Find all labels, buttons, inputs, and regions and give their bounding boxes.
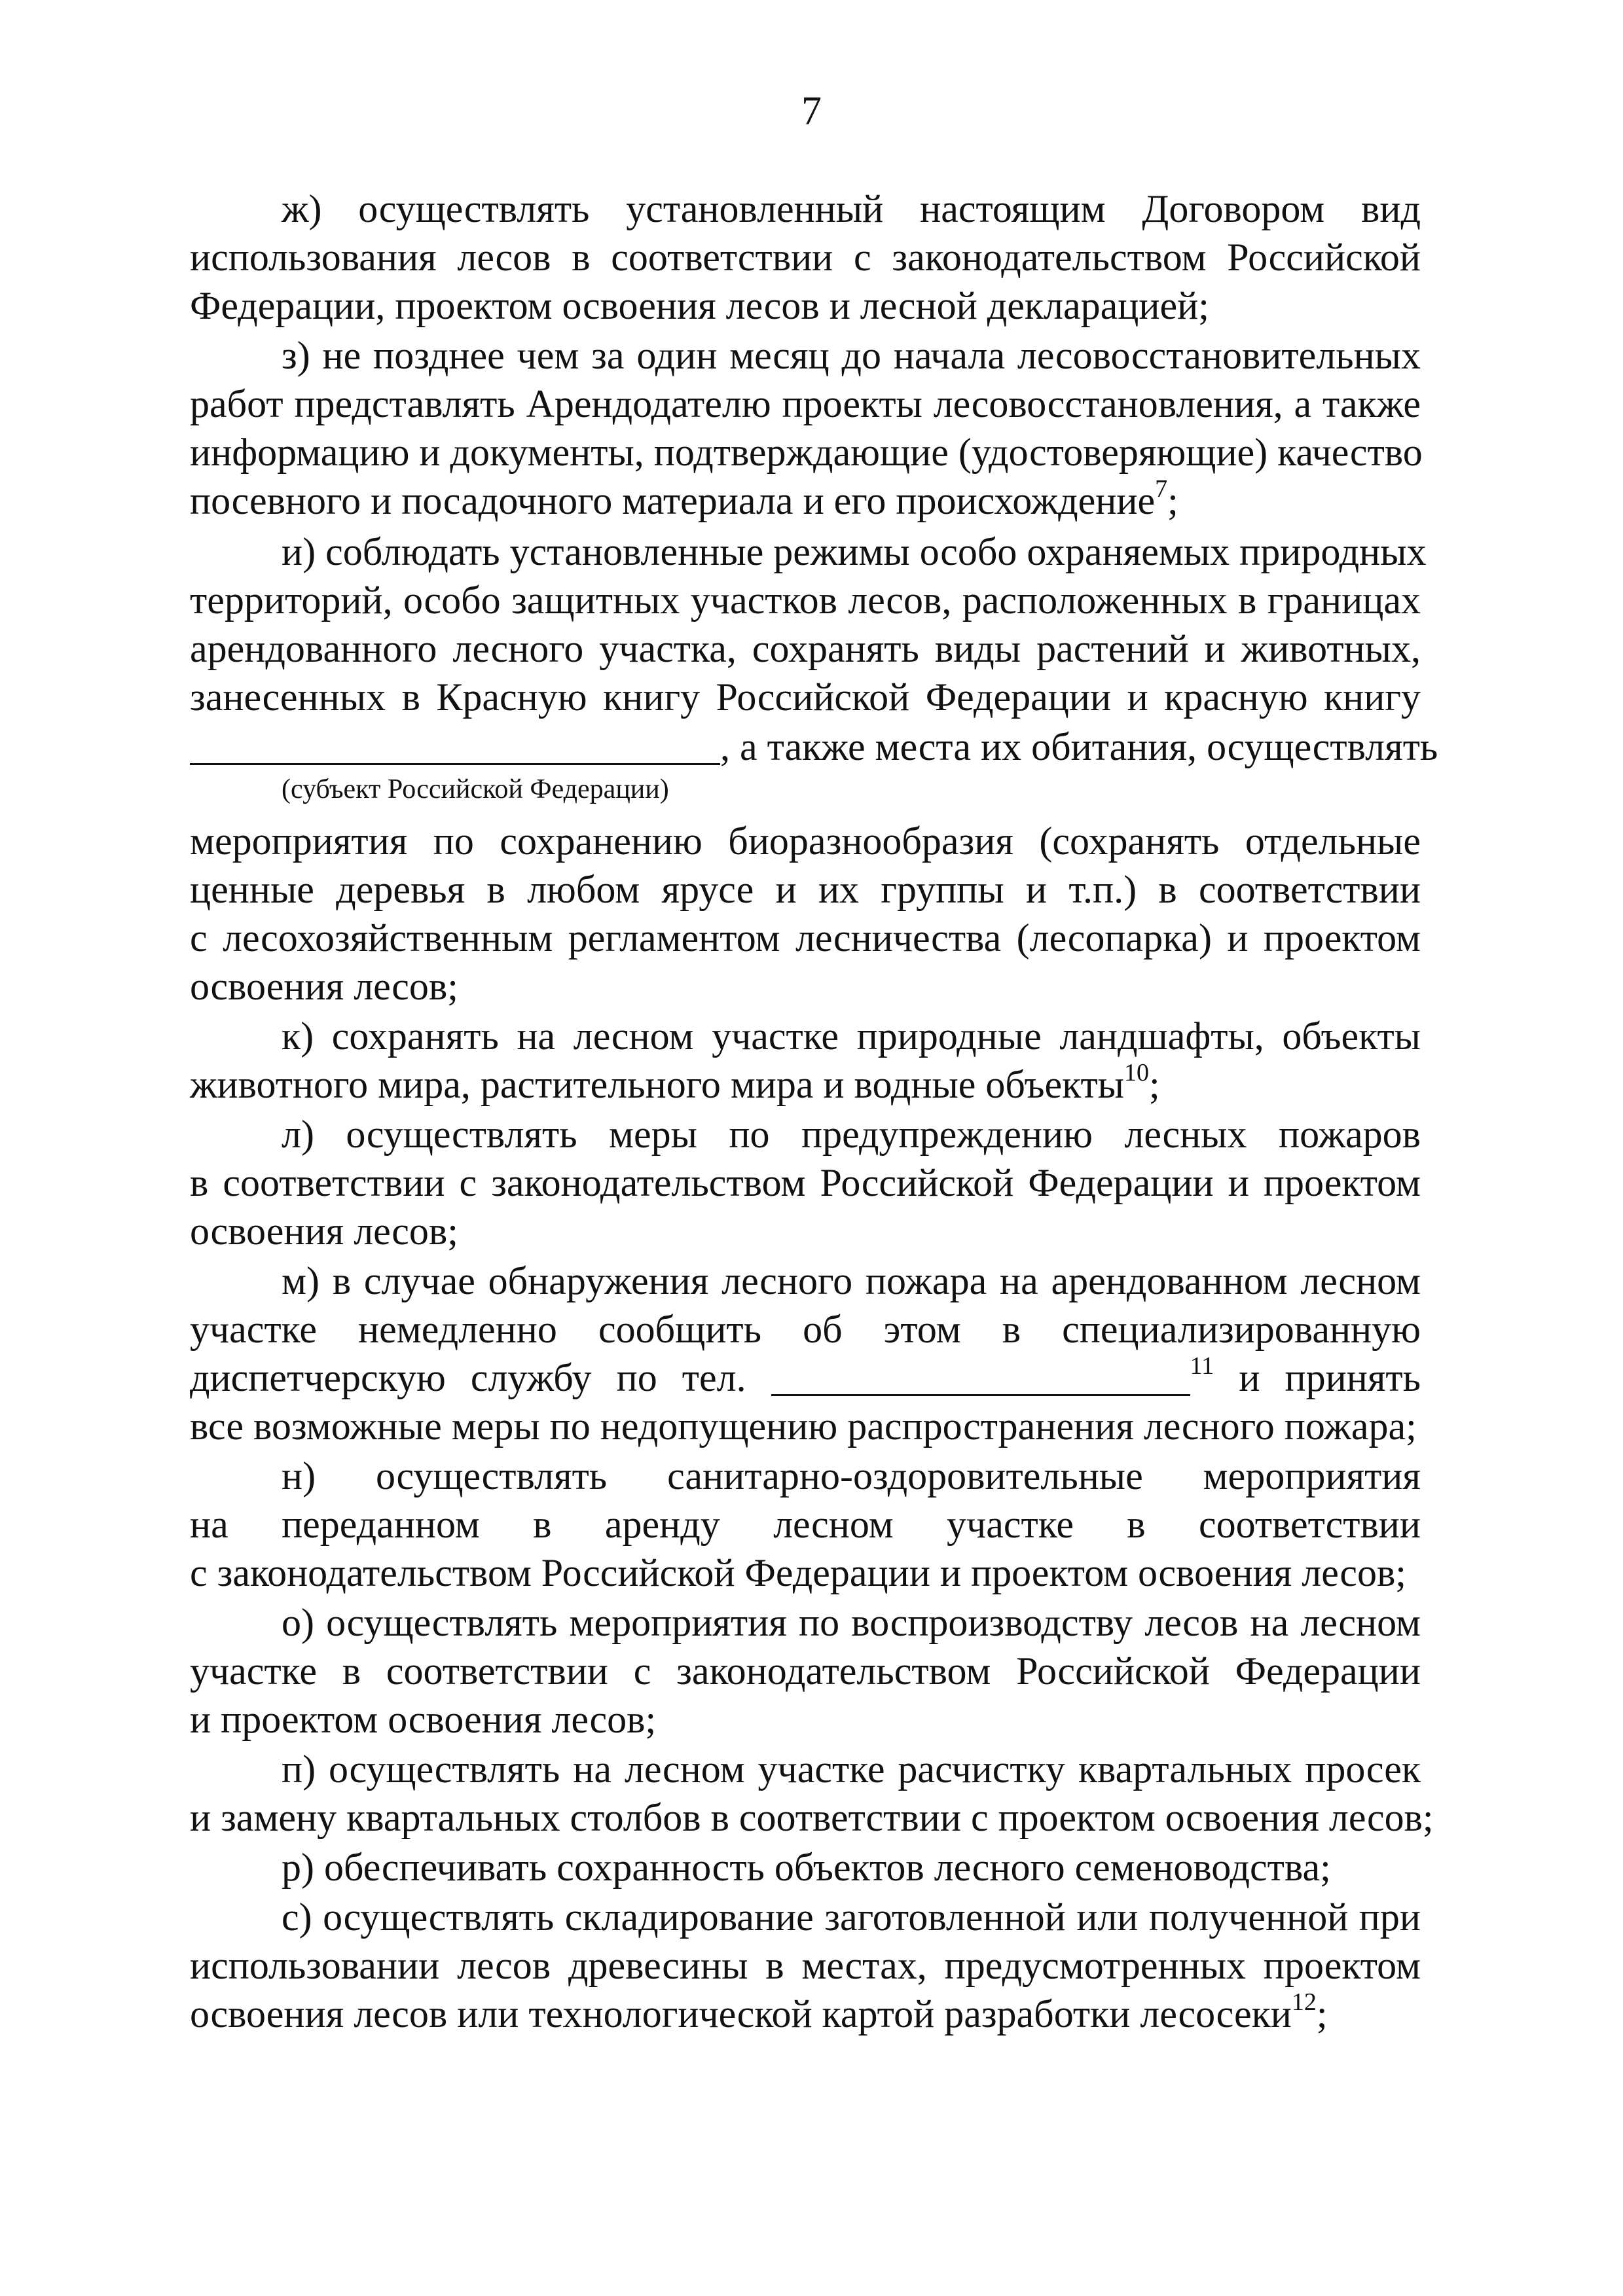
- region-blank-field: [190, 726, 720, 765]
- text-fragment: ;: [1167, 479, 1178, 522]
- text-line: с лесохозяйственным регламентом лесничества (лесопарка) и проектом: [190, 916, 1421, 960]
- text-line: л) осуществлять меры по предупреждению лесных пожаров: [282, 1113, 1421, 1156]
- text-fragment: освоения лесов или технологической картой разработки лесосеки: [190, 1992, 1292, 2036]
- text-line: работ представлять Арендодателю проекты лесовосстановления, а также: [190, 382, 1421, 425]
- text-line: з) не позднее чем за один месяц до начала лесовосстановительных: [282, 334, 1421, 377]
- text-line: участке немедленно сообщить об этом в специализированную: [190, 1308, 1421, 1351]
- text-line: [190, 723, 1438, 771]
- text-line: информацию и документы, подтверждающие (удостоверяющие) качество: [190, 431, 1423, 474]
- text-fragment: , а также места их обитания, осуществлять: [720, 725, 1438, 768]
- text-line: и проектом освоения лесов;: [190, 1698, 657, 1741]
- footnote-ref: 10: [1124, 1059, 1149, 1086]
- text-line: [190, 1060, 1421, 1109]
- text-line: м) в случае обнаружения лесного пожара на арендованном лесном: [282, 1259, 1421, 1302]
- text-fragment: животного мира, растительного мира и водные объекты: [190, 1063, 1124, 1106]
- text-line: мероприятия по сохранению биоразнообразия (сохранять отдельные: [190, 819, 1421, 863]
- text-line: использовании лесов древесины в местах, предусмотренных проектом: [190, 1944, 1421, 1987]
- text-line: [190, 1354, 1421, 1402]
- text-fragment: ;: [1316, 1992, 1328, 2036]
- text-line: п) осуществлять на лесном участке расчистку квартальных просек: [282, 1748, 1421, 1791]
- text-line: с) осуществлять складирование заготовленной или полученной при: [282, 1895, 1421, 1939]
- text-line: [190, 476, 1421, 525]
- text-line: ж) осуществлять установленный настоящим Договором вид: [282, 187, 1421, 230]
- text-line: р) обеспечивать сохранность объектов лесного семеноводства;: [282, 1846, 1331, 1889]
- footnote-ref: 7: [1155, 475, 1168, 503]
- text-line: с законодательством Российской Федерации и проектом освоения лесов;: [190, 1551, 1406, 1594]
- text-line: н) осуществлять санитарно-оздоровительные мероприятия: [282, 1454, 1421, 1498]
- text-line: и) соблюдать установленные режимы особо охраняемых природных: [282, 530, 1427, 573]
- text-fragment: и принять: [1239, 1356, 1421, 1399]
- text-fragment: посевного и посадочного материала и его происхождение: [190, 479, 1156, 522]
- text-line: и замену квартальных столбов в соответствии с проектом освоения лесов;: [190, 1796, 1434, 1839]
- footnote-ref: 11: [1190, 1352, 1214, 1380]
- text-line: к) сохранять на лесном участке природные ландшафты, объекты: [282, 1014, 1421, 1058]
- text-line: освоения лесов;: [190, 1210, 458, 1253]
- text-line: Федерации, проектом освоения лесов и лесной декларацией;: [190, 284, 1209, 327]
- region-field-caption: (субъект Российской Федерации): [282, 774, 669, 804]
- text-line: о) осуществлять мероприятия по воспроизводству лесов на лесном: [282, 1601, 1421, 1644]
- text-line: использования лесов в соответствии с законодательством Российской: [190, 236, 1421, 279]
- text-line: арендованного лесного участка, сохранять виды растений и животных,: [190, 627, 1421, 670]
- text-line: все возможные меры по недопущению распространения лесного пожара;: [190, 1405, 1417, 1448]
- text-line: в соответствии с законодательством Российской Федерации и проектом: [190, 1161, 1421, 1204]
- text-line: на переданном в аренду лесном участке в соответствии: [190, 1503, 1421, 1546]
- footnote-ref: 12: [1291, 1988, 1317, 2016]
- text-line: [190, 1990, 1421, 2038]
- text-line: территорий, особо защитных участков лесов, расположенных в границах: [190, 579, 1421, 622]
- text-line: ценные деревья в любом ярусе и их группы и т.п.) в соответствии: [190, 868, 1421, 911]
- phone-blank-field: [771, 1357, 1190, 1396]
- page-number: 7: [801, 89, 822, 134]
- text-fragment: ;: [1149, 1063, 1160, 1106]
- text-line: занесенных в Красную книгу Российской Федерации и красную книгу: [190, 675, 1421, 719]
- text-line: освоения лесов;: [190, 965, 458, 1008]
- text-fragment: диспетчерскую службу по тел.: [190, 1356, 746, 1399]
- text-line: участке в соответствии с законодательством Российской Федерации: [190, 1649, 1421, 1693]
